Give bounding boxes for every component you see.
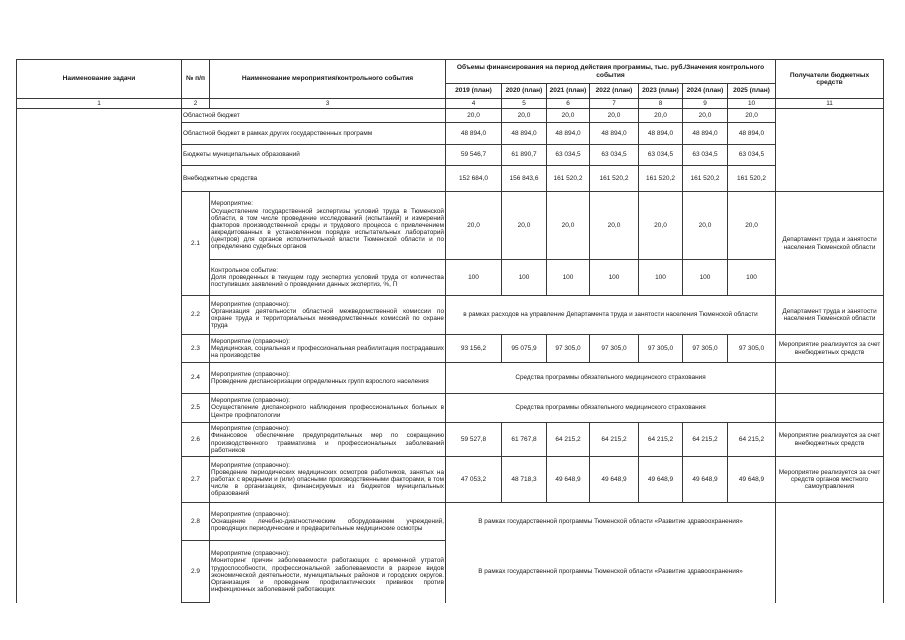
event-value: 97 305,0 <box>728 335 776 363</box>
year-header: 2020 (план) <box>502 84 547 99</box>
event-value: 48 718,3 <box>502 457 547 503</box>
task-name-cell <box>17 541 182 603</box>
event-value: 49 648,9 <box>728 457 776 503</box>
recipient: Департамент труда и занятости населения Тюменской области <box>776 296 884 335</box>
budget-value: 48 894,0 <box>639 123 683 145</box>
header-num: № п/п <box>182 60 210 99</box>
event-text <box>210 394 446 423</box>
event-text <box>210 541 446 603</box>
event-value: 20,0 <box>639 192 683 260</box>
event-text <box>210 503 446 541</box>
col-number: 1 <box>17 99 182 109</box>
col-number: 8 <box>639 99 683 109</box>
event-kind: Мероприятие (справочно): <box>211 425 290 433</box>
control-value: 100 <box>547 260 590 296</box>
event-value: 20,0 <box>446 192 502 260</box>
event-value: 97 305,0 <box>547 335 590 363</box>
budget-label: Бюджеты муниципальных образований <box>182 145 446 166</box>
budget-value: 63 034,5 <box>547 145 590 166</box>
event-description: Медицинская, социальная и профессиональная реабилитация пострадавших на производстве <box>211 344 444 360</box>
budget-value: 63 034,5 <box>590 145 639 166</box>
event-num: 2.7 <box>182 457 210 503</box>
control-text <box>210 260 446 296</box>
event-num: 2.9 <box>182 541 210 603</box>
col-number: 11 <box>776 99 884 109</box>
budget-value: 48 894,0 <box>547 123 590 145</box>
recipient: Мероприятие реализуется за счет средств органов местного самоуправления <box>776 457 884 503</box>
budget-value: 48 894,0 <box>683 123 728 145</box>
event-description: Мониторинг причин заболеваемости работающих с временной утратой трудоспособности, профессиональной заболеваемости в разрезе видов экономической деятельности, муниципальных районов и городских округов. Организация и проведение профилактических прививок против инфекционных заболеваний работающих <box>211 557 444 594</box>
header-event-name: Наименование мероприятия/контрольного события <box>210 60 446 99</box>
col-number: 5 <box>502 99 547 109</box>
budget-value: 63 034,5 <box>728 145 776 166</box>
recipient-cell-empty <box>776 363 884 394</box>
budget-value: 156 843,6 <box>502 166 547 192</box>
col-number: 7 <box>590 99 639 109</box>
budget-value: 59 546,7 <box>446 145 502 166</box>
event-kind: Мероприятие (справочно): <box>211 550 290 558</box>
control-value: 100 <box>728 260 776 296</box>
financing-table <box>16 59 884 603</box>
event-value: 64 215,2 <box>728 423 776 457</box>
event-text <box>210 192 446 260</box>
event-value: 64 215,2 <box>683 423 728 457</box>
span-note: Средства программы обязательного медицинского страхования <box>446 363 776 394</box>
budget-label: Внебюджетные средства <box>182 166 446 192</box>
event-kind: Мероприятие (справочно): <box>211 370 290 378</box>
event-value: 95 075,9 <box>502 335 547 363</box>
event-kind: Мероприятие (справочно): <box>211 461 290 469</box>
event-kind: Мероприятие (справочно): <box>211 300 290 308</box>
col-number: 4 <box>446 99 502 109</box>
task-name-cell <box>17 109 182 541</box>
event-value: 59 527,8 <box>446 423 502 457</box>
event-description: Проведение диспансеризации определенных групп взрослого населения <box>211 378 429 385</box>
event-value: 20,0 <box>502 192 547 260</box>
event-num: 2.6 <box>182 423 210 457</box>
event-value: 49 648,9 <box>590 457 639 503</box>
budget-value: 20,0 <box>728 109 776 123</box>
recipient: Мероприятие реализуется за счет внебюджетных средств <box>776 335 884 363</box>
budget-value: 61 890,7 <box>502 145 547 166</box>
budget-value: 161 520,2 <box>683 166 728 192</box>
event-value: 64 215,2 <box>590 423 639 457</box>
year-header: 2022 (план) <box>590 84 639 99</box>
control-value: 100 <box>502 260 547 296</box>
budget-value: 20,0 <box>639 109 683 123</box>
budget-value: 161 520,2 <box>590 166 639 192</box>
header-financing: Объемы финансирования на период действия программы, тыс. руб./Значения контрольного события <box>446 60 776 84</box>
budget-value: 152 684,0 <box>446 166 502 192</box>
budget-value: 63 034,5 <box>683 145 728 166</box>
col-number: 10 <box>728 99 776 109</box>
event-value: 97 305,0 <box>590 335 639 363</box>
event-value: 49 648,9 <box>547 457 590 503</box>
recipient-cell-empty <box>776 541 884 603</box>
header-recipients: Получатели бюджетных средств <box>776 60 884 99</box>
budget-value: 48 894,0 <box>590 123 639 145</box>
control-description: Доля проведенных в текущем году экспертиз условий труда от количества поступивших заявлений о проведении данных экспертиз, %, П <box>211 273 444 289</box>
year-header: 2024 (план) <box>683 84 728 99</box>
control-value: 100 <box>446 260 502 296</box>
span-note: в рамках расходов на управление Департамента труда и занятости населения Тюменской области <box>446 296 776 335</box>
event-text <box>210 296 446 335</box>
span-note: В рамках государственной программы Тюменской области «Развитие здравоохранения» <box>446 541 776 603</box>
col-number: 6 <box>547 99 590 109</box>
control-value: 100 <box>683 260 728 296</box>
recipient-cell-empty <box>776 109 884 192</box>
event-num: 2.4 <box>182 363 210 394</box>
budget-value: 20,0 <box>683 109 728 123</box>
recipient: Мероприятие реализуется за счет внебюджетных средств <box>776 423 884 457</box>
col-number: 9 <box>683 99 728 109</box>
budget-value: 20,0 <box>547 109 590 123</box>
col-number: 2 <box>182 99 210 109</box>
event-value: 20,0 <box>683 192 728 260</box>
budget-value: 20,0 <box>590 109 639 123</box>
column-numbers-row <box>17 99 884 109</box>
control-kind: Контрольное событие: <box>211 266 279 274</box>
event-value: 97 305,0 <box>639 335 683 363</box>
event-value: 20,0 <box>590 192 639 260</box>
budget-value: 20,0 <box>502 109 547 123</box>
event-description: Осуществление государственной экспертизы условий труда в Тюменской области, в том числе проведение исследований (испытаний) и измерений факторов производственной среды и трудового процесса с привлечением аккредитованных в установленном порядке испытательных лабораторий (центров) для органов исполнительной власти Тюменской области и по определению судебных органов <box>211 207 444 251</box>
event-description: Проведение периодических медицинских осмотров работников, занятых на работах с вредными и (или) опасными производственными факторами, в том числе в организациях, финансируемых из бюджетов муниципальных образований <box>211 468 444 498</box>
recipient-cell-empty <box>776 503 884 541</box>
event-text <box>210 457 446 503</box>
event-value: 47 053,2 <box>446 457 502 503</box>
event-text <box>210 423 446 457</box>
year-header: 2023 (план) <box>639 84 683 99</box>
event-num: 2.8 <box>182 503 210 541</box>
budget-value: 161 520,2 <box>728 166 776 192</box>
event-kind: Мероприятие (справочно): <box>211 510 290 518</box>
event-value: 64 215,2 <box>639 423 683 457</box>
col-number: 3 <box>210 99 446 109</box>
control-value: 100 <box>590 260 639 296</box>
control-value: 100 <box>639 260 683 296</box>
event-text <box>210 363 446 394</box>
budget-value: 48 894,0 <box>502 123 547 145</box>
event-kind: Мероприятие: <box>211 200 253 208</box>
recipient-cell-empty <box>776 394 884 423</box>
event-kind: Мероприятие (справочно): <box>211 397 290 405</box>
event-value: 20,0 <box>547 192 590 260</box>
event-value: 49 648,9 <box>683 457 728 503</box>
year-header: 2019 (план) <box>446 84 502 99</box>
span-note: В рамках государственной программы Тюменской области «Развитие здравоохранения» <box>446 503 776 541</box>
budget-value: 161 520,2 <box>547 166 590 192</box>
span-note: Средства программы обязательного медицинского страхования <box>446 394 776 423</box>
event-description: Организация деятельности областной межведомственной комиссии по охране труда и территориальных межведомственных комиссий по охране труда <box>211 307 444 330</box>
recipient: Департамент труда и занятости населения Тюменской области <box>776 192 884 296</box>
year-header: 2021 (план) <box>547 84 590 99</box>
budget-value: 20,0 <box>446 109 502 123</box>
budget-value: 48 894,0 <box>728 123 776 145</box>
budget-value: 48 894,0 <box>446 123 502 145</box>
event-row-2-9 <box>17 541 884 603</box>
year-header: 2025 (план) <box>728 84 776 99</box>
event-kind: Мероприятие (справочно): <box>211 337 290 345</box>
event-description: Осуществление диспансерного наблюдения профессиональных больных в Центре профпатологии <box>211 404 444 419</box>
budget-value: 161 520,2 <box>639 166 683 192</box>
event-value: 97 305,0 <box>683 335 728 363</box>
budget-value: 63 034,5 <box>639 145 683 166</box>
event-value: 20,0 <box>728 192 776 260</box>
budget-label: Областной бюджет в рамках других государственных программ <box>182 123 446 145</box>
budget-label: Областной бюджет <box>182 109 446 123</box>
event-num: 2.5 <box>182 394 210 423</box>
event-value: 61 767,8 <box>502 423 547 457</box>
event-num: 2.3 <box>182 335 210 363</box>
event-text <box>210 335 446 363</box>
event-value: 49 648,9 <box>639 457 683 503</box>
budget-row <box>17 109 884 123</box>
event-value: 64 215,2 <box>547 423 590 457</box>
event-num: 2.1 <box>182 192 210 296</box>
event-description: Оснащение лечебно-диагностическим оборудованием учреждений, проводящих периодические и предварительные медицинские осмотры <box>211 517 444 533</box>
event-value: 93 156,2 <box>446 335 502 363</box>
event-description: Финансовое обеспечение предупредительных мер по сокращению производственного травматизма и профессиональных заболеваний работников <box>211 432 444 454</box>
event-num: 2.2 <box>182 296 210 335</box>
header-task-name: Наименование задачи <box>17 60 182 99</box>
